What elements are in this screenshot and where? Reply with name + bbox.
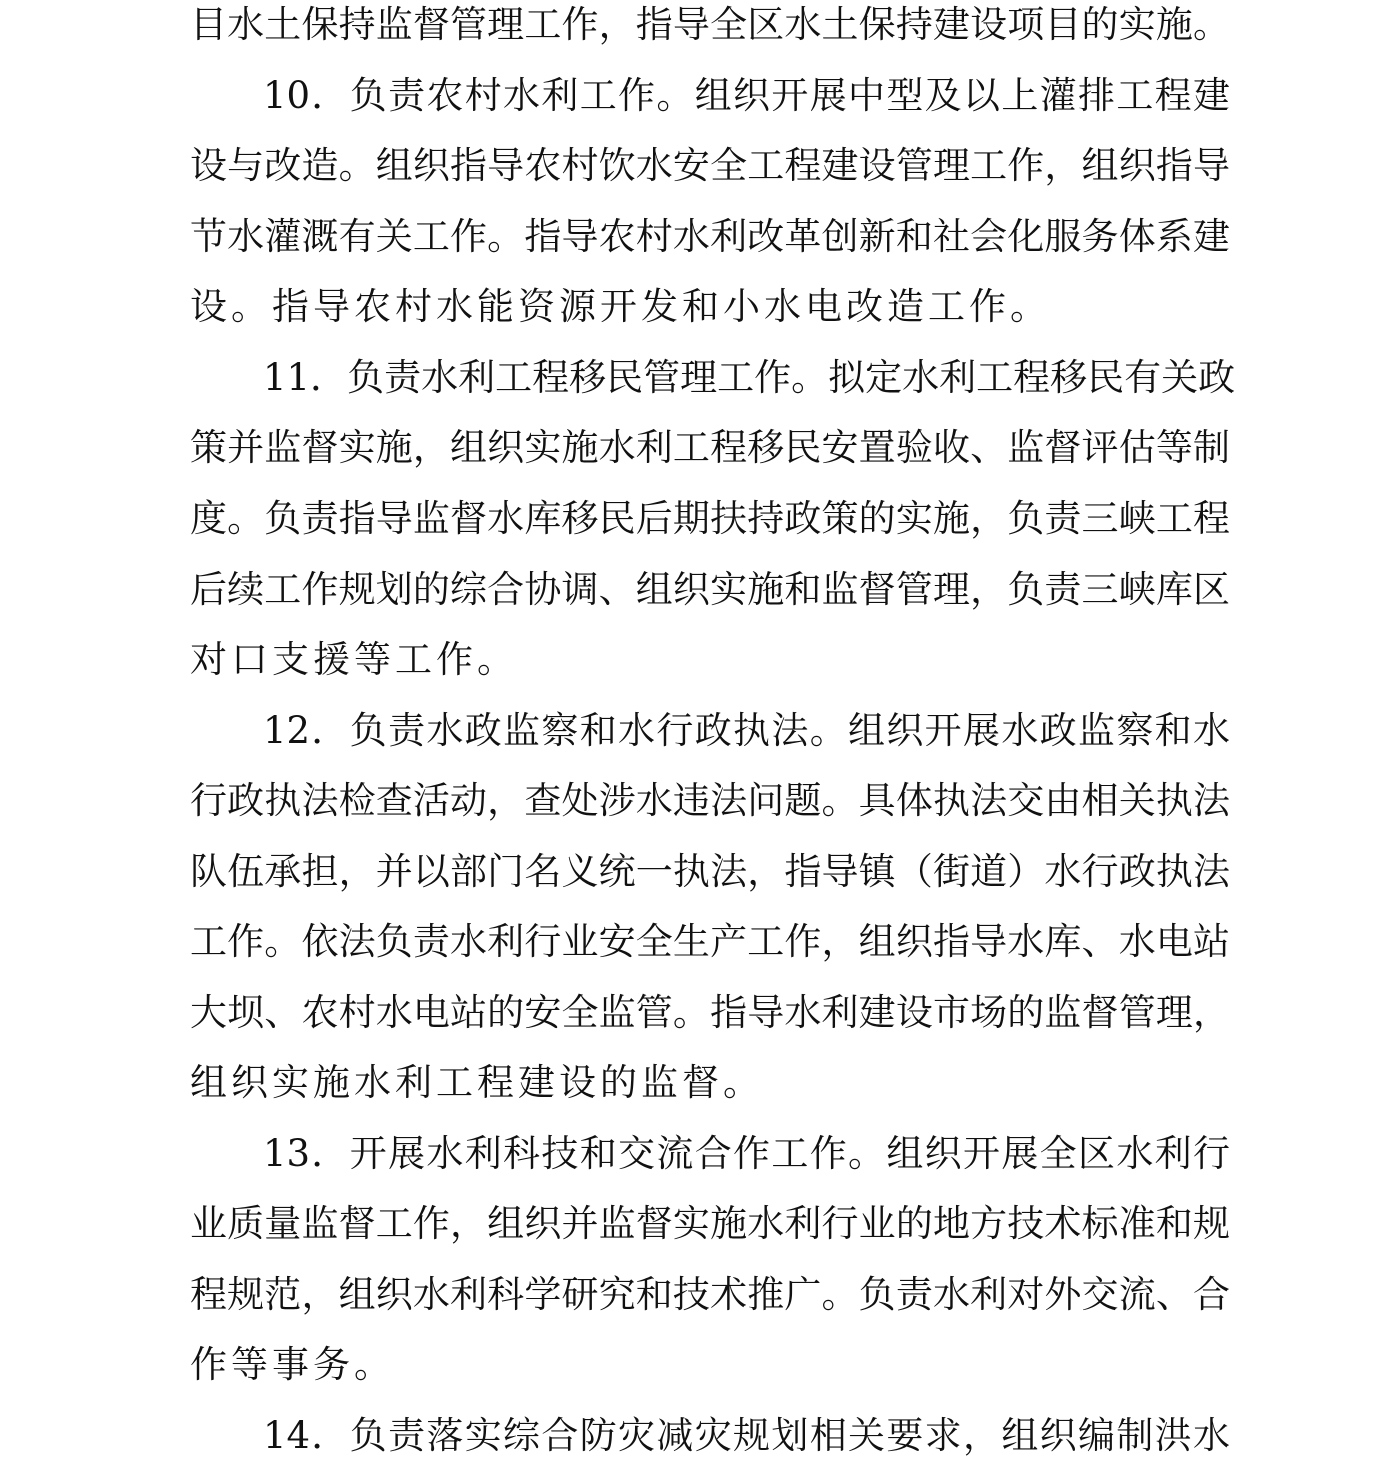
text-line: 工作。依法负责水利行业安全生产工作，组织指导水库、水电站 <box>190 920 1230 963</box>
paragraph-end-line: 设。指导农村水能资源开发和小水电改造工作。 <box>190 285 1051 328</box>
paragraph-end-line: 作等事务。 <box>190 1343 395 1386</box>
text-line: 业质量监督工作，组织并监督实施水利行业的地方技术标准和规 <box>190 1202 1230 1245</box>
text-line: 队伍承担，并以部门名义统一执法，指导镇（街道）水行政执法 <box>190 850 1230 893</box>
paragraph-end-line: 组织实施水利工程建设的监督。 <box>190 1061 764 1104</box>
text-line: 节水灌溉有关工作。指导农村水利改革创新和社会化服务体系建 <box>190 215 1230 258</box>
paragraph-end-line: 对口支援等工作。 <box>190 638 518 681</box>
text-line: 程规范，组织水利科学研究和技术推广。负责水利对外交流、合 <box>190 1273 1230 1316</box>
text-line: 行政执法检查活动，查处涉水违法问题。具体执法交由相关执法 <box>190 779 1230 822</box>
paragraph-start-line: 12．负责水政监察和水行政执法。组织开展水政监察和水 <box>263 709 1230 752</box>
text-line: 设与改造。组织指导农村饮水安全工程建设管理工作，组织指导 <box>190 144 1230 187</box>
paragraph-start-line: 13．开展水利科技和交流合作工作。组织开展全区水利行 <box>263 1132 1230 1175</box>
text-line: 大坝、农村水电站的安全监管。指导水利建设市场的监督管理， <box>190 991 1230 1034</box>
text-line: 后续工作规划的综合协调、组织实施和监督管理，负责三峡库区 <box>190 568 1230 611</box>
paragraph-start-line: 10．负责农村水利工作。组织开展中型及以上灌排工程建 <box>263 74 1230 117</box>
paragraph-start-line: 14．负责落实综合防灾减灾规划相关要求，组织编制洪水 <box>263 1414 1230 1457</box>
text-line: 目水土保持监督管理工作，指导全区水土保持建设项目的实施。 <box>190 3 1230 46</box>
paragraph-start-line: 11．负责水利工程移民管理工作。拟定水利工程移民有关政 <box>263 356 1236 399</box>
text-line: 度。负责指导监督水库移民后期扶持政策的实施，负责三峡工程 <box>190 497 1230 540</box>
text-line: 策并监督实施，组织实施水利工程移民安置验收、监督评估等制 <box>190 426 1230 469</box>
